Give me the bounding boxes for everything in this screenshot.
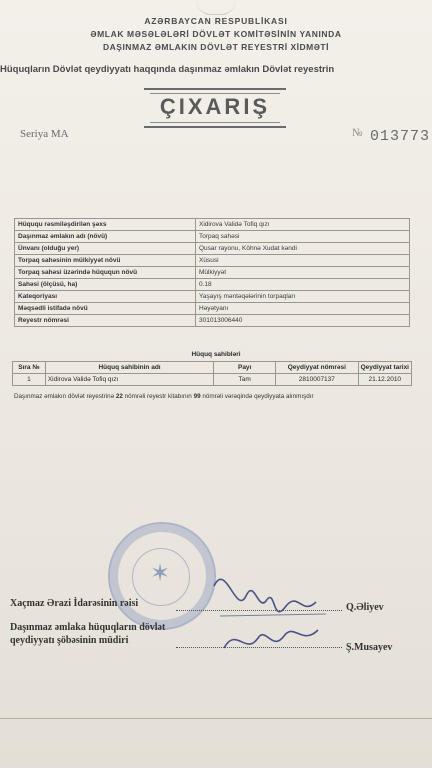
table-row	[15, 243, 410, 255]
col-header-index: Sıra №	[13, 362, 46, 374]
owner-reg-number: 2810007137	[276, 374, 359, 386]
property-key: Torpaq sahəsi üzərində hüququn növü	[15, 267, 196, 279]
col-header-reg-number: Qeydiyyat nömrəsi	[276, 362, 359, 374]
property-value: 0.18	[196, 279, 410, 291]
property-value: Xüsusi	[196, 255, 410, 267]
footer-divider	[0, 718, 432, 719]
table-row	[15, 231, 410, 243]
note-text-1: Daşınmaz əmlakın dövlət reyestrinə	[14, 393, 116, 400]
property-value: Qusar rayonu, Köhnə Xudat kəndi	[196, 243, 410, 255]
property-table	[14, 218, 410, 327]
header-subtitle: Hüquqların Dövlət qeydiyyatı haqqında daşınmaz əmlakın Dövlət reyestrin	[0, 64, 335, 75]
col-header-share: Payı	[214, 362, 276, 374]
table-row	[15, 279, 410, 291]
property-key: Məqsədli istifadə növü	[15, 303, 196, 315]
document-number: 013773	[370, 128, 431, 145]
signatory-role-2-line-2: qeydiyyatı şöbəsinin müdiri	[10, 635, 129, 646]
signature-line-1	[176, 610, 342, 611]
signatory-role-1: Xaçmaz Ərazi İdarəsinin rəisi	[10, 598, 139, 609]
property-key: Hüququ rəsmiləşdirilən şəxs	[15, 219, 196, 231]
note-page-number: 99	[193, 393, 201, 400]
owners-title: Hüquq sahibləri	[191, 351, 241, 358]
property-value: Torpaq sahəsi	[196, 231, 410, 243]
table-row	[15, 219, 410, 231]
property-value: Mülkiyyət	[196, 267, 410, 279]
signature-line-2	[176, 647, 342, 648]
property-value: Yaşayış məntəqələrinin torpaqları	[196, 291, 410, 303]
property-key: Ünvanı (olduğu yer)	[15, 243, 196, 255]
document-title: ÇIXARIŞ	[159, 94, 271, 119]
property-key: Torpaq sahəsinin mülkiyyət növü	[15, 255, 196, 267]
header-service: DAŞINMAZ ƏMLAKIN DÖVLƏT REYESTRİ XİDMƏTİ	[103, 42, 329, 52]
note-text-2: nömrəli reyestr kitabının	[122, 393, 194, 400]
table-row	[15, 255, 410, 267]
note-book-number: 22	[115, 393, 123, 400]
signatory-name-2: Ş.Musayev	[346, 642, 393, 653]
table-row	[15, 267, 410, 279]
owner-share: Tam	[214, 374, 276, 386]
property-key: Reyestr nömrəsi	[15, 315, 196, 327]
property-key: Daşınmaz əmlakın adı (növü)	[15, 231, 196, 243]
owners-header-row	[13, 362, 412, 374]
owners-table	[12, 361, 412, 386]
property-key: Sahəsi (ölçüsü, ha)	[15, 279, 196, 291]
property-value: Xidirova Validə Tofiq qızı	[196, 219, 410, 231]
table-row	[15, 291, 410, 303]
signatory-role-2-line-1: Daşınmaz əmlaka hüquqların dövlət	[10, 622, 166, 633]
seal-emblem-icon: ✶	[149, 560, 171, 587]
property-value: Həyətyanı	[196, 303, 410, 315]
signatory-name-1: Q.Əliyev	[346, 602, 384, 613]
table-row	[15, 315, 410, 327]
owner-name: Xidirova Validə Tofiq qızı	[45, 374, 213, 386]
number-sign: №	[352, 127, 363, 139]
header-country: AZƏRBAYCAN RESPUBLİKASI	[144, 16, 288, 26]
table-row	[13, 374, 412, 386]
owner-reg-date: 21.12.2010	[358, 374, 411, 386]
handwritten-signatures	[206, 556, 336, 666]
header-committee: ƏMLAK MƏSƏLƏLƏRİ DÖVLƏT KOMİTƏSİNİN YANINDA	[90, 29, 342, 39]
table-row	[15, 303, 410, 315]
property-key: Kateqoriyası	[15, 291, 196, 303]
note-text-3: nömrəli vərəqində qeydiyyata alınmışdır	[200, 393, 314, 400]
owner-index: 1	[13, 374, 46, 386]
col-header-reg-date: Qeydiyyat tarixi	[358, 362, 411, 374]
col-header-owner: Hüquq sahibinin adı	[45, 362, 213, 374]
series-label: Seriya MA	[20, 128, 69, 140]
registry-note	[14, 393, 314, 400]
property-value: 301013006440	[196, 315, 410, 327]
